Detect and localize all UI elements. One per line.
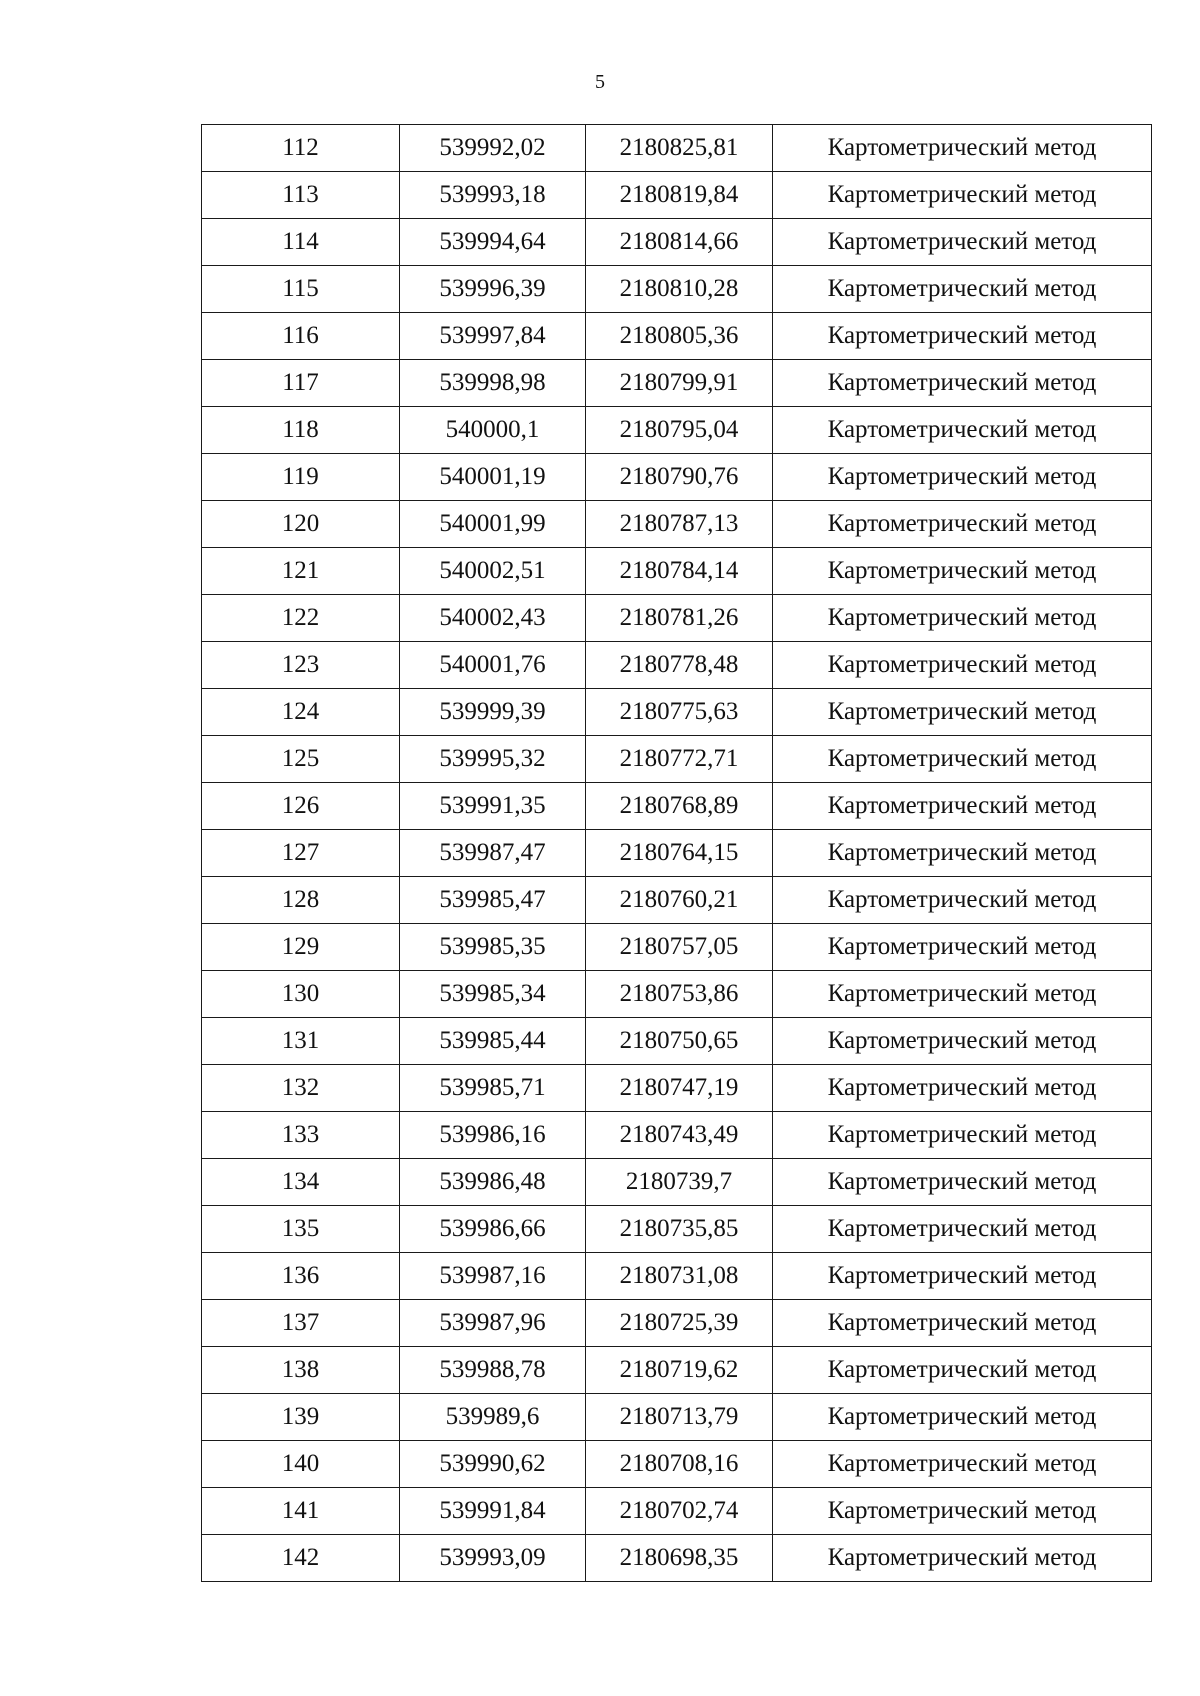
method-cell: Картометрический метод (773, 1018, 1152, 1065)
y-coordinate-cell: 2180760,21 (586, 877, 773, 924)
table-row (202, 407, 1152, 454)
table-row (202, 1018, 1152, 1065)
table-row (202, 219, 1152, 266)
point-number-cell: 134 (202, 1159, 400, 1206)
table-row (202, 172, 1152, 219)
x-coordinate-cell: 539993,09 (400, 1535, 586, 1582)
x-coordinate-cell: 539985,35 (400, 924, 586, 971)
point-number-cell: 138 (202, 1347, 400, 1394)
table-row (202, 1394, 1152, 1441)
table-row (202, 830, 1152, 877)
y-coordinate-cell: 2180735,85 (586, 1206, 773, 1253)
x-coordinate-cell: 539987,16 (400, 1253, 586, 1300)
x-coordinate-cell: 539989,6 (400, 1394, 586, 1441)
method-cell: Картометрический метод (773, 1394, 1152, 1441)
method-cell: Картометрический метод (773, 454, 1152, 501)
method-cell: Картометрический метод (773, 219, 1152, 266)
table-row (202, 1159, 1152, 1206)
x-coordinate-cell: 539986,16 (400, 1112, 586, 1159)
coordinates-table-body (202, 125, 1152, 1582)
coordinates-table (201, 124, 1152, 1582)
method-cell: Картометрический метод (773, 407, 1152, 454)
method-cell: Картометрический метод (773, 1488, 1152, 1535)
point-number-cell: 122 (202, 595, 400, 642)
x-coordinate-cell: 539999,39 (400, 689, 586, 736)
x-coordinate-cell: 539985,47 (400, 877, 586, 924)
method-cell: Картометрический метод (773, 548, 1152, 595)
table-row (202, 1206, 1152, 1253)
point-number-cell: 139 (202, 1394, 400, 1441)
point-number-cell: 112 (202, 125, 400, 172)
y-coordinate-cell: 2180747,19 (586, 1065, 773, 1112)
x-coordinate-cell: 540001,19 (400, 454, 586, 501)
y-coordinate-cell: 2180772,71 (586, 736, 773, 783)
y-coordinate-cell: 2180702,74 (586, 1488, 773, 1535)
y-coordinate-cell: 2180781,26 (586, 595, 773, 642)
table-row (202, 1441, 1152, 1488)
y-coordinate-cell: 2180778,48 (586, 642, 773, 689)
table-row (202, 736, 1152, 783)
method-cell: Картометрический метод (773, 830, 1152, 877)
method-cell: Картометрический метод (773, 595, 1152, 642)
point-number-cell: 140 (202, 1441, 400, 1488)
x-coordinate-cell: 539990,62 (400, 1441, 586, 1488)
point-number-cell: 113 (202, 172, 400, 219)
method-cell: Картометрический метод (773, 877, 1152, 924)
method-cell: Картометрический метод (773, 360, 1152, 407)
x-coordinate-cell: 539997,84 (400, 313, 586, 360)
method-cell: Картометрический метод (773, 313, 1152, 360)
table-row (202, 266, 1152, 313)
x-coordinate-cell: 539991,35 (400, 783, 586, 830)
y-coordinate-cell: 2180775,63 (586, 689, 773, 736)
point-number-cell: 126 (202, 783, 400, 830)
y-coordinate-cell: 2180731,08 (586, 1253, 773, 1300)
y-coordinate-cell: 2180719,62 (586, 1347, 773, 1394)
point-number-cell: 121 (202, 548, 400, 595)
y-coordinate-cell: 2180739,7 (586, 1159, 773, 1206)
x-coordinate-cell: 539994,64 (400, 219, 586, 266)
y-coordinate-cell: 2180753,86 (586, 971, 773, 1018)
point-number-cell: 116 (202, 313, 400, 360)
method-cell: Картометрический метод (773, 924, 1152, 971)
table-row (202, 313, 1152, 360)
method-cell: Картометрический метод (773, 1347, 1152, 1394)
method-cell: Картометрический метод (773, 1535, 1152, 1582)
y-coordinate-cell: 2180795,04 (586, 407, 773, 454)
point-number-cell: 127 (202, 830, 400, 877)
x-coordinate-cell: 540000,1 (400, 407, 586, 454)
y-coordinate-cell: 2180713,79 (586, 1394, 773, 1441)
x-coordinate-cell: 540002,43 (400, 595, 586, 642)
y-coordinate-cell: 2180757,05 (586, 924, 773, 971)
page-number: 5 (595, 71, 605, 93)
x-coordinate-cell: 540001,99 (400, 501, 586, 548)
table-row (202, 1065, 1152, 1112)
point-number-cell: 131 (202, 1018, 400, 1065)
table-row (202, 877, 1152, 924)
y-coordinate-cell: 2180825,81 (586, 125, 773, 172)
point-number-cell: 120 (202, 501, 400, 548)
point-number-cell: 114 (202, 219, 400, 266)
x-coordinate-cell: 539992,02 (400, 125, 586, 172)
method-cell: Картометрический метод (773, 1159, 1152, 1206)
x-coordinate-cell: 539995,32 (400, 736, 586, 783)
table-row (202, 1112, 1152, 1159)
x-coordinate-cell: 539987,96 (400, 1300, 586, 1347)
y-coordinate-cell: 2180708,16 (586, 1441, 773, 1488)
method-cell: Картометрический метод (773, 689, 1152, 736)
x-coordinate-cell: 540002,51 (400, 548, 586, 595)
table-row (202, 360, 1152, 407)
method-cell: Картометрический метод (773, 1300, 1152, 1347)
x-coordinate-cell: 539998,98 (400, 360, 586, 407)
method-cell: Картометрический метод (773, 971, 1152, 1018)
table-row (202, 548, 1152, 595)
point-number-cell: 123 (202, 642, 400, 689)
x-coordinate-cell: 539996,39 (400, 266, 586, 313)
y-coordinate-cell: 2180725,39 (586, 1300, 773, 1347)
point-number-cell: 115 (202, 266, 400, 313)
method-cell: Картометрический метод (773, 501, 1152, 548)
point-number-cell: 117 (202, 360, 400, 407)
y-coordinate-cell: 2180764,15 (586, 830, 773, 877)
point-number-cell: 136 (202, 1253, 400, 1300)
method-cell: Картометрический метод (773, 783, 1152, 830)
table-row (202, 1253, 1152, 1300)
method-cell: Картометрический метод (773, 642, 1152, 689)
table-row (202, 1300, 1152, 1347)
x-coordinate-cell: 539985,71 (400, 1065, 586, 1112)
y-coordinate-cell: 2180819,84 (586, 172, 773, 219)
method-cell: Картометрический метод (773, 1112, 1152, 1159)
table-row (202, 1535, 1152, 1582)
y-coordinate-cell: 2180768,89 (586, 783, 773, 830)
table-row (202, 1347, 1152, 1394)
method-cell: Картометрический метод (773, 266, 1152, 313)
x-coordinate-cell: 539985,44 (400, 1018, 586, 1065)
point-number-cell: 133 (202, 1112, 400, 1159)
point-number-cell: 132 (202, 1065, 400, 1112)
point-number-cell: 119 (202, 454, 400, 501)
table-row (202, 783, 1152, 830)
x-coordinate-cell: 539985,34 (400, 971, 586, 1018)
table-row (202, 642, 1152, 689)
table-row (202, 454, 1152, 501)
table-row (202, 125, 1152, 172)
method-cell: Картометрический метод (773, 172, 1152, 219)
x-coordinate-cell: 539986,48 (400, 1159, 586, 1206)
table-row (202, 595, 1152, 642)
y-coordinate-cell: 2180698,35 (586, 1535, 773, 1582)
y-coordinate-cell: 2180814,66 (586, 219, 773, 266)
x-coordinate-cell: 539991,84 (400, 1488, 586, 1535)
point-number-cell: 130 (202, 971, 400, 1018)
y-coordinate-cell: 2180805,36 (586, 313, 773, 360)
y-coordinate-cell: 2180750,65 (586, 1018, 773, 1065)
method-cell: Картометрический метод (773, 1065, 1152, 1112)
y-coordinate-cell: 2180787,13 (586, 501, 773, 548)
point-number-cell: 124 (202, 689, 400, 736)
x-coordinate-cell: 539986,66 (400, 1206, 586, 1253)
point-number-cell: 118 (202, 407, 400, 454)
y-coordinate-cell: 2180799,91 (586, 360, 773, 407)
method-cell: Картометрический метод (773, 1253, 1152, 1300)
method-cell: Картометрический метод (773, 736, 1152, 783)
point-number-cell: 129 (202, 924, 400, 971)
x-coordinate-cell: 539988,78 (400, 1347, 586, 1394)
table-row (202, 501, 1152, 548)
x-coordinate-cell: 539987,47 (400, 830, 586, 877)
table-row (202, 689, 1152, 736)
point-number-cell: 141 (202, 1488, 400, 1535)
table-row (202, 924, 1152, 971)
y-coordinate-cell: 2180743,49 (586, 1112, 773, 1159)
method-cell: Картометрический метод (773, 1206, 1152, 1253)
y-coordinate-cell: 2180810,28 (586, 266, 773, 313)
x-coordinate-cell: 539993,18 (400, 172, 586, 219)
point-number-cell: 137 (202, 1300, 400, 1347)
y-coordinate-cell: 2180784,14 (586, 548, 773, 595)
method-cell: Картометрический метод (773, 125, 1152, 172)
point-number-cell: 142 (202, 1535, 400, 1582)
y-coordinate-cell: 2180790,76 (586, 454, 773, 501)
table-row (202, 1488, 1152, 1535)
method-cell: Картометрический метод (773, 1441, 1152, 1488)
point-number-cell: 135 (202, 1206, 400, 1253)
point-number-cell: 125 (202, 736, 400, 783)
x-coordinate-cell: 540001,76 (400, 642, 586, 689)
table-row (202, 971, 1152, 1018)
point-number-cell: 128 (202, 877, 400, 924)
